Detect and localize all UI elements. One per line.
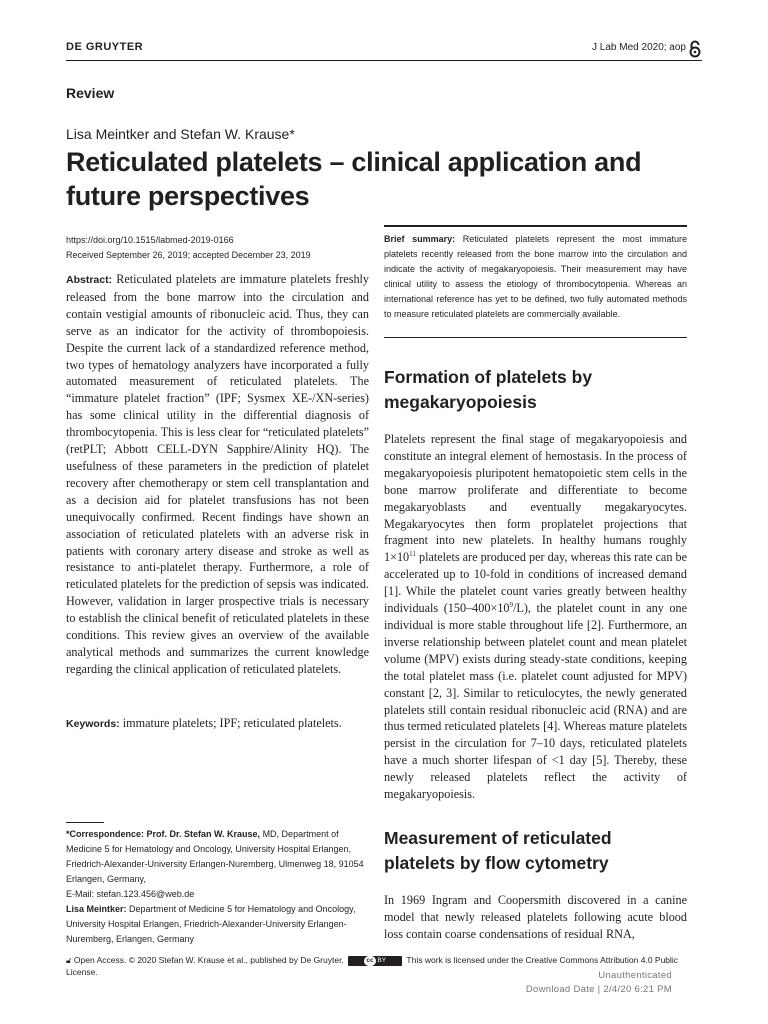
- summary-text: Reticulated platelets represent the most immature platelets recently released from the bone marrow into the circulation and indicate the activity of megakaryopoiesis. Their measurement may have clinical utility to assess the etiology of thrombocytopenia. Whereas an international reference has yet to be defined, two fully automated methods to measure reticulated platelets are commercially available.: [384, 234, 687, 319]
- author-list: Lisa Meintker and Stefan W. Krause*: [66, 126, 295, 142]
- summary-label: Brief summary:: [384, 234, 456, 244]
- keywords: [66, 716, 369, 731]
- correspondence-text: MD, Department of Medicine 5 for Hematology and Oncology, University Hospital Erlangen, Friedrich-Alexander-University Erlangen-Nuremberg, Ulmenweg 18, 91054 Erlangen, Germany,: [66, 829, 364, 884]
- keywords-text: immature platelets; IPF; reticulated platelets.: [122, 716, 342, 730]
- license-text-b: This work is licensed under the Creative Commons Attribution 4.0 Public License.: [66, 955, 679, 977]
- superscript: 11: [409, 550, 416, 559]
- section-formation-paragraph: [384, 431, 687, 803]
- keywords-label: Keywords:: [66, 718, 120, 730]
- superscript: 9: [509, 601, 514, 609]
- article-title: Reticulated platelets – clinical application and future perspectives: [66, 147, 642, 211]
- abstract-text: Reticulated platelets are immature platelets freshly released from the bone marrow into the circulation and contain vestigial amounts of ribonucleic acid. Thus, they can serve as an indicator for the activity of thrombopoiesis. Despite the current lack of a standardized reference method, two types of hematology analyzers have incorporated a fully automated measurement of reticulated platelets. The “immature platelet fraction” (IPF; Sysmex XE-/XN-series) has some clinical utility in the differential diagnosis of thrombocytopenia. This is less clear for “reticulated platelets” (retPLT; Abbott CELL-DYN Sapphire/Alinity HQ). The usefulness of these parameters in the prediction of platelet recovery after chemotherapy or stem cell transplantation and as a decision aid for platelet transfusions has not been unequivocally confirmed. Recent findings have shown an association of reticulated platelets with an adverse risk in patients with coronary artery disease and stroke as well as resistance to anti-platelet therapy. Furthermore, a role of reticulated platelets for the prediction of sepsis was indicated. However, validation in larger prospective trials is necessary to establish the clinical benefit of reticulated platelets in these conditions. This review gives an overview of the available analytical methods and summarizes the current knowledge regarding the clinical application of reticulated platelets.: [66, 272, 370, 676]
- section-type: Review: [66, 85, 115, 101]
- section-heading-formation: Formation of platelets by megakaryopoiesis: [384, 367, 593, 412]
- abstract: [66, 271, 369, 678]
- license-text-a: Open Access. © 2020 Stefan W. Krause et al., published by De Gruyter.: [73, 955, 344, 965]
- section-heading-measurement: Measurement of reticulated platelets by flow cytometry: [384, 828, 612, 873]
- author2-affiliation: Department of Medicine 5 for Hematology and Oncology, University Hospital Erlangen, Friedrich-Alexander-University Erlangen-Nuremberg, Erlangen, Germany: [66, 904, 356, 944]
- paragraph-part: platelets are produced per day, whereas this rate can be accelerated up to 10-fold in conditions of increased demand [1]. While the platelet count varies greatly between healthy individuals (150–400×10: [384, 550, 687, 616]
- summary-rule-bottom: [384, 337, 687, 338]
- cc-badge-label: BY: [377, 956, 387, 964]
- brief-summary: [384, 232, 687, 322]
- footnote-rule: [66, 822, 104, 823]
- paragraph-part: Platelets represent the final stage of megakaryopoiesis and constitute an integral element of hemostasis. In the process of megakaryopoiesis pluripotent hematopoietic stem cells in the bone marrow proliferate and differentiate to become megakaryoblasts and eventually megakaryocytes. Megakaryocytes then form proplatelet projections that fragment into new platelets. In healthy humans roughly 1×10: [384, 432, 687, 565]
- received-dates: Received September 26, 2019; accepted December 23, 2019: [66, 250, 311, 260]
- section-measurement-paragraph: In 1969 Ingram and Coopersmith discovered in a canine model that newly released platelets following acute blood loss contain coarse condensations of residual RNA,: [384, 893, 687, 941]
- correspondence-label: *Correspondence: Prof. Dr. Stefan W. Krause,: [66, 829, 261, 839]
- doi-link[interactable]: https://doi.org/10.1515/labmed-2019-0166: [66, 235, 234, 245]
- open-access-icon: [688, 40, 702, 58]
- article-meta: [66, 233, 311, 263]
- header-rule: [66, 60, 702, 61]
- unauthenticated-label: Unauthenticated: [598, 970, 672, 981]
- correspondence-footnote: [66, 827, 369, 947]
- author2-label: Lisa Meintker:: [66, 904, 127, 914]
- cc-by-badge[interactable]: cc BY: [348, 956, 402, 966]
- publisher-name: DE GRUYTER: [66, 41, 144, 53]
- download-date: Download Date | 2/4/20 6:21 PM: [525, 984, 672, 995]
- summary-rule-top: [384, 225, 687, 227]
- paragraph-part: /L), the platelet count in any one individual is more stable throughout life [2]. Furthermore, an inverse relationship between platelet count and mean platelet volume (MPV) exists during steady-state conditions, keeping the total platelet mass (i.e. platelet count adjusted for MPV) constant [2, 3]. Similar to reticulocytes, the newly generated platelets still contain residual ribonucleic acid (RNA) and are thus termed reticulated platelets [4]. Whereas mature platelets persist in the circulation for 7–10 days, reticulated platelets have a much shorter lifespan of <1 day [5]. Thereby, these newly released platelets reflect the activity of megakaryopoiesis.: [384, 601, 687, 802]
- journal-citation: J Lab Med 2020; aop: [592, 42, 686, 53]
- download-stamp: [526, 969, 672, 997]
- correspondence-email[interactable]: E-Mail: stefan.123.456@web.de: [66, 889, 195, 899]
- open-access-small-icon: 🔓︎: [66, 955, 72, 965]
- abstract-label: Abstract:: [66, 274, 113, 286]
